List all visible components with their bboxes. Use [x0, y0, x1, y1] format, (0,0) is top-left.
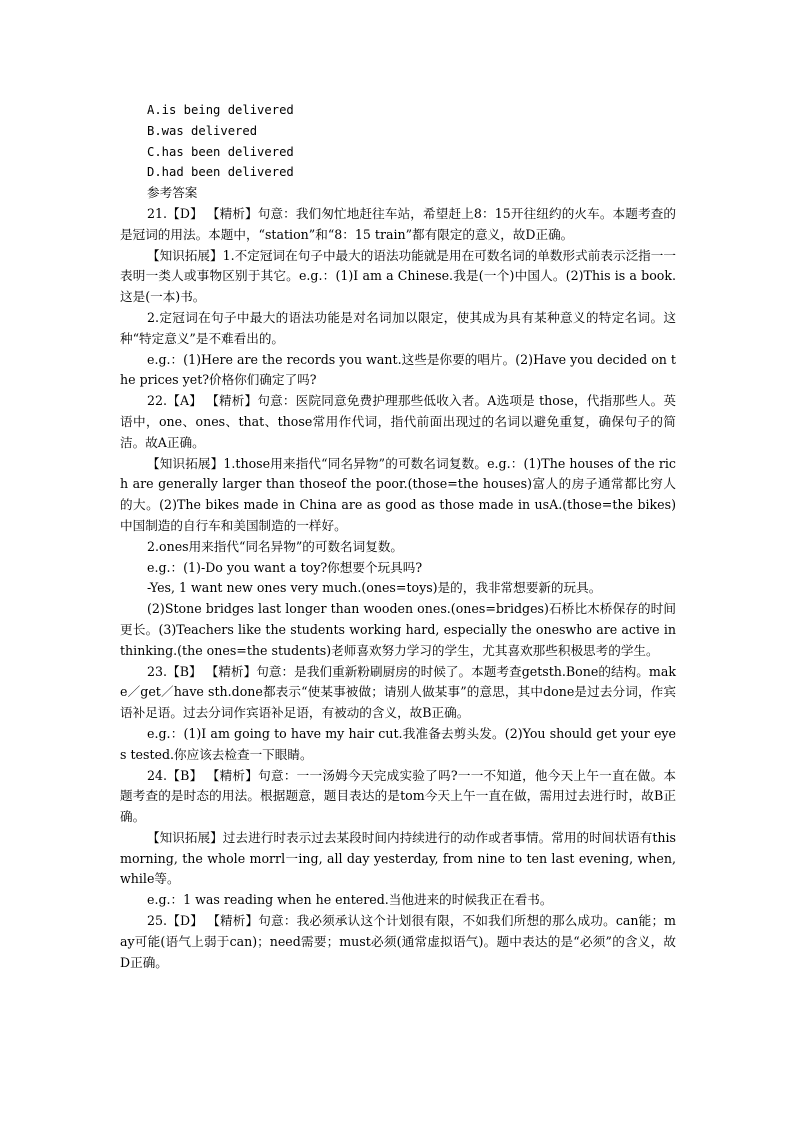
extension-22-2: 2.ones用来指代“同名异物”的可数名词复数。: [147, 538, 404, 554]
option-b: B.was delivered: [147, 123, 258, 138]
answer-22: 22.【A】 【精析】句意：医院同意免费护理那些低收入者。A选项是 those，代指那些人。英语中，one、ones、that、those常用作代词，指代前面出现过的名词以避免重复，确保句子的简洁。故A正确。: [120, 393, 676, 450]
answer-24: 24.【B】 【精析】句意：一一汤姆今天完成实验了吗?一一不知道，他今天上午一直在做。本题考查的是时态的用法。根据题意，题目表达的是tom今天上午一直在做，需用过去进行时，故B正确。: [120, 767, 676, 825]
extension-24: 【知识拓展】过去进行时表示过去某段时间内持续进行的动作或者事情。常用的时间状语有this morning, the whole morrl一ing, all day yesterday, from nine to ten last evening, when, while等。: [120, 829, 676, 887]
answer-heading: 参考答案: [147, 185, 198, 201]
example-22-2: (2)Stone bridges last longer than wooden ones.(ones=bridges)石桥比木桥保存的时间更长。(3)Teachers like the students working hard, especially the oneswho are active in thinking.(the ones=the students)老师喜欢努力学习的学生，尤其喜欢那些积极思考的学生。: [120, 601, 676, 658]
extension-22-1: 【知识拓展】1.those用来指代“同名异物”的可数名词复数。e.g.：(1)The houses of the rich are generally larger than thoseof the poor.(those=the houses)富人的房子通常都比穷人的大。(2)The bikes made in China are as good as those made in usA.(those=the bikes)中国制造的自行车和美国制造的一样好。: [120, 455, 676, 533]
content-column: [120, 100, 676, 973]
option-c: C.has been delivered: [147, 144, 294, 159]
answer-23: 23.【B】 【精析】句意：是我们重新粉刷厨房的时候了。本题考查getsth.Bone的结构。make／get／have sth.done都表示“使某事被做；请别人做某事”的意思，其中done是过去分词，作宾语补足语。过去分词作宾语补足语，有被动的含义，故B正确。: [120, 663, 676, 721]
extension-21-1: 【知识拓展】1.不定冠词在句子中最大的语法功能就是用在可数名词的单数形式前表示泛指一一表明一类人或事物区别于其它。e.g.：(1)I am a Chinese.我是(一个)中国人。(2)This is a book.这是(一本)书。: [120, 247, 676, 305]
example-24: e.g.：1 was reading when he entered.当他进来的时候我正在看书。: [147, 892, 553, 908]
option-a: A.is being delivered: [147, 103, 294, 117]
example-22-reply: -Yes, 1 want new ones very much.(ones=toys)是的，我非常想要新的玩具。: [147, 580, 602, 596]
answer-25: 25.【D】 【精析】句意：我必须承认这个计划很有限，不如我们所想的那么成功。can能；may可能(语气上弱于can)；need需要；must必须(通常虚拟语气)。题中表达的是“必须”的含义，故D正确。: [120, 913, 676, 970]
option-d: D.had been delivered: [147, 165, 294, 180]
example-22-1: e.g.：(1)-Do you want a toy?你想要个玩具吗?: [147, 559, 423, 575]
example-23: e.g.：(1)I am going to have my hair cut.我准备去剪头发。(2)You should get your eyes tested.你应该去检查一下眼睛。: [120, 725, 676, 762]
extension-21-2: 2.定冠词在句子中最大的语法功能是对名词加以限定，使其成为具有某种意义的特定名词。这种“特定意义”是不难看出的。: [120, 309, 676, 346]
answer-21: 21.【D】 【精析】句意：我们匆忙地赶往车站，希望赶上8：15开往纽约的火车。本题考查的是冠词的用法。本题中，“station”和“8：15 train”都有限定的意义，故D正确。: [120, 205, 676, 242]
example-21: e.g.：(1)Here are the records you want.这些是你要的唱片。(2)Have you decided on the prices yet?价格你们确定了吗?: [120, 351, 676, 388]
